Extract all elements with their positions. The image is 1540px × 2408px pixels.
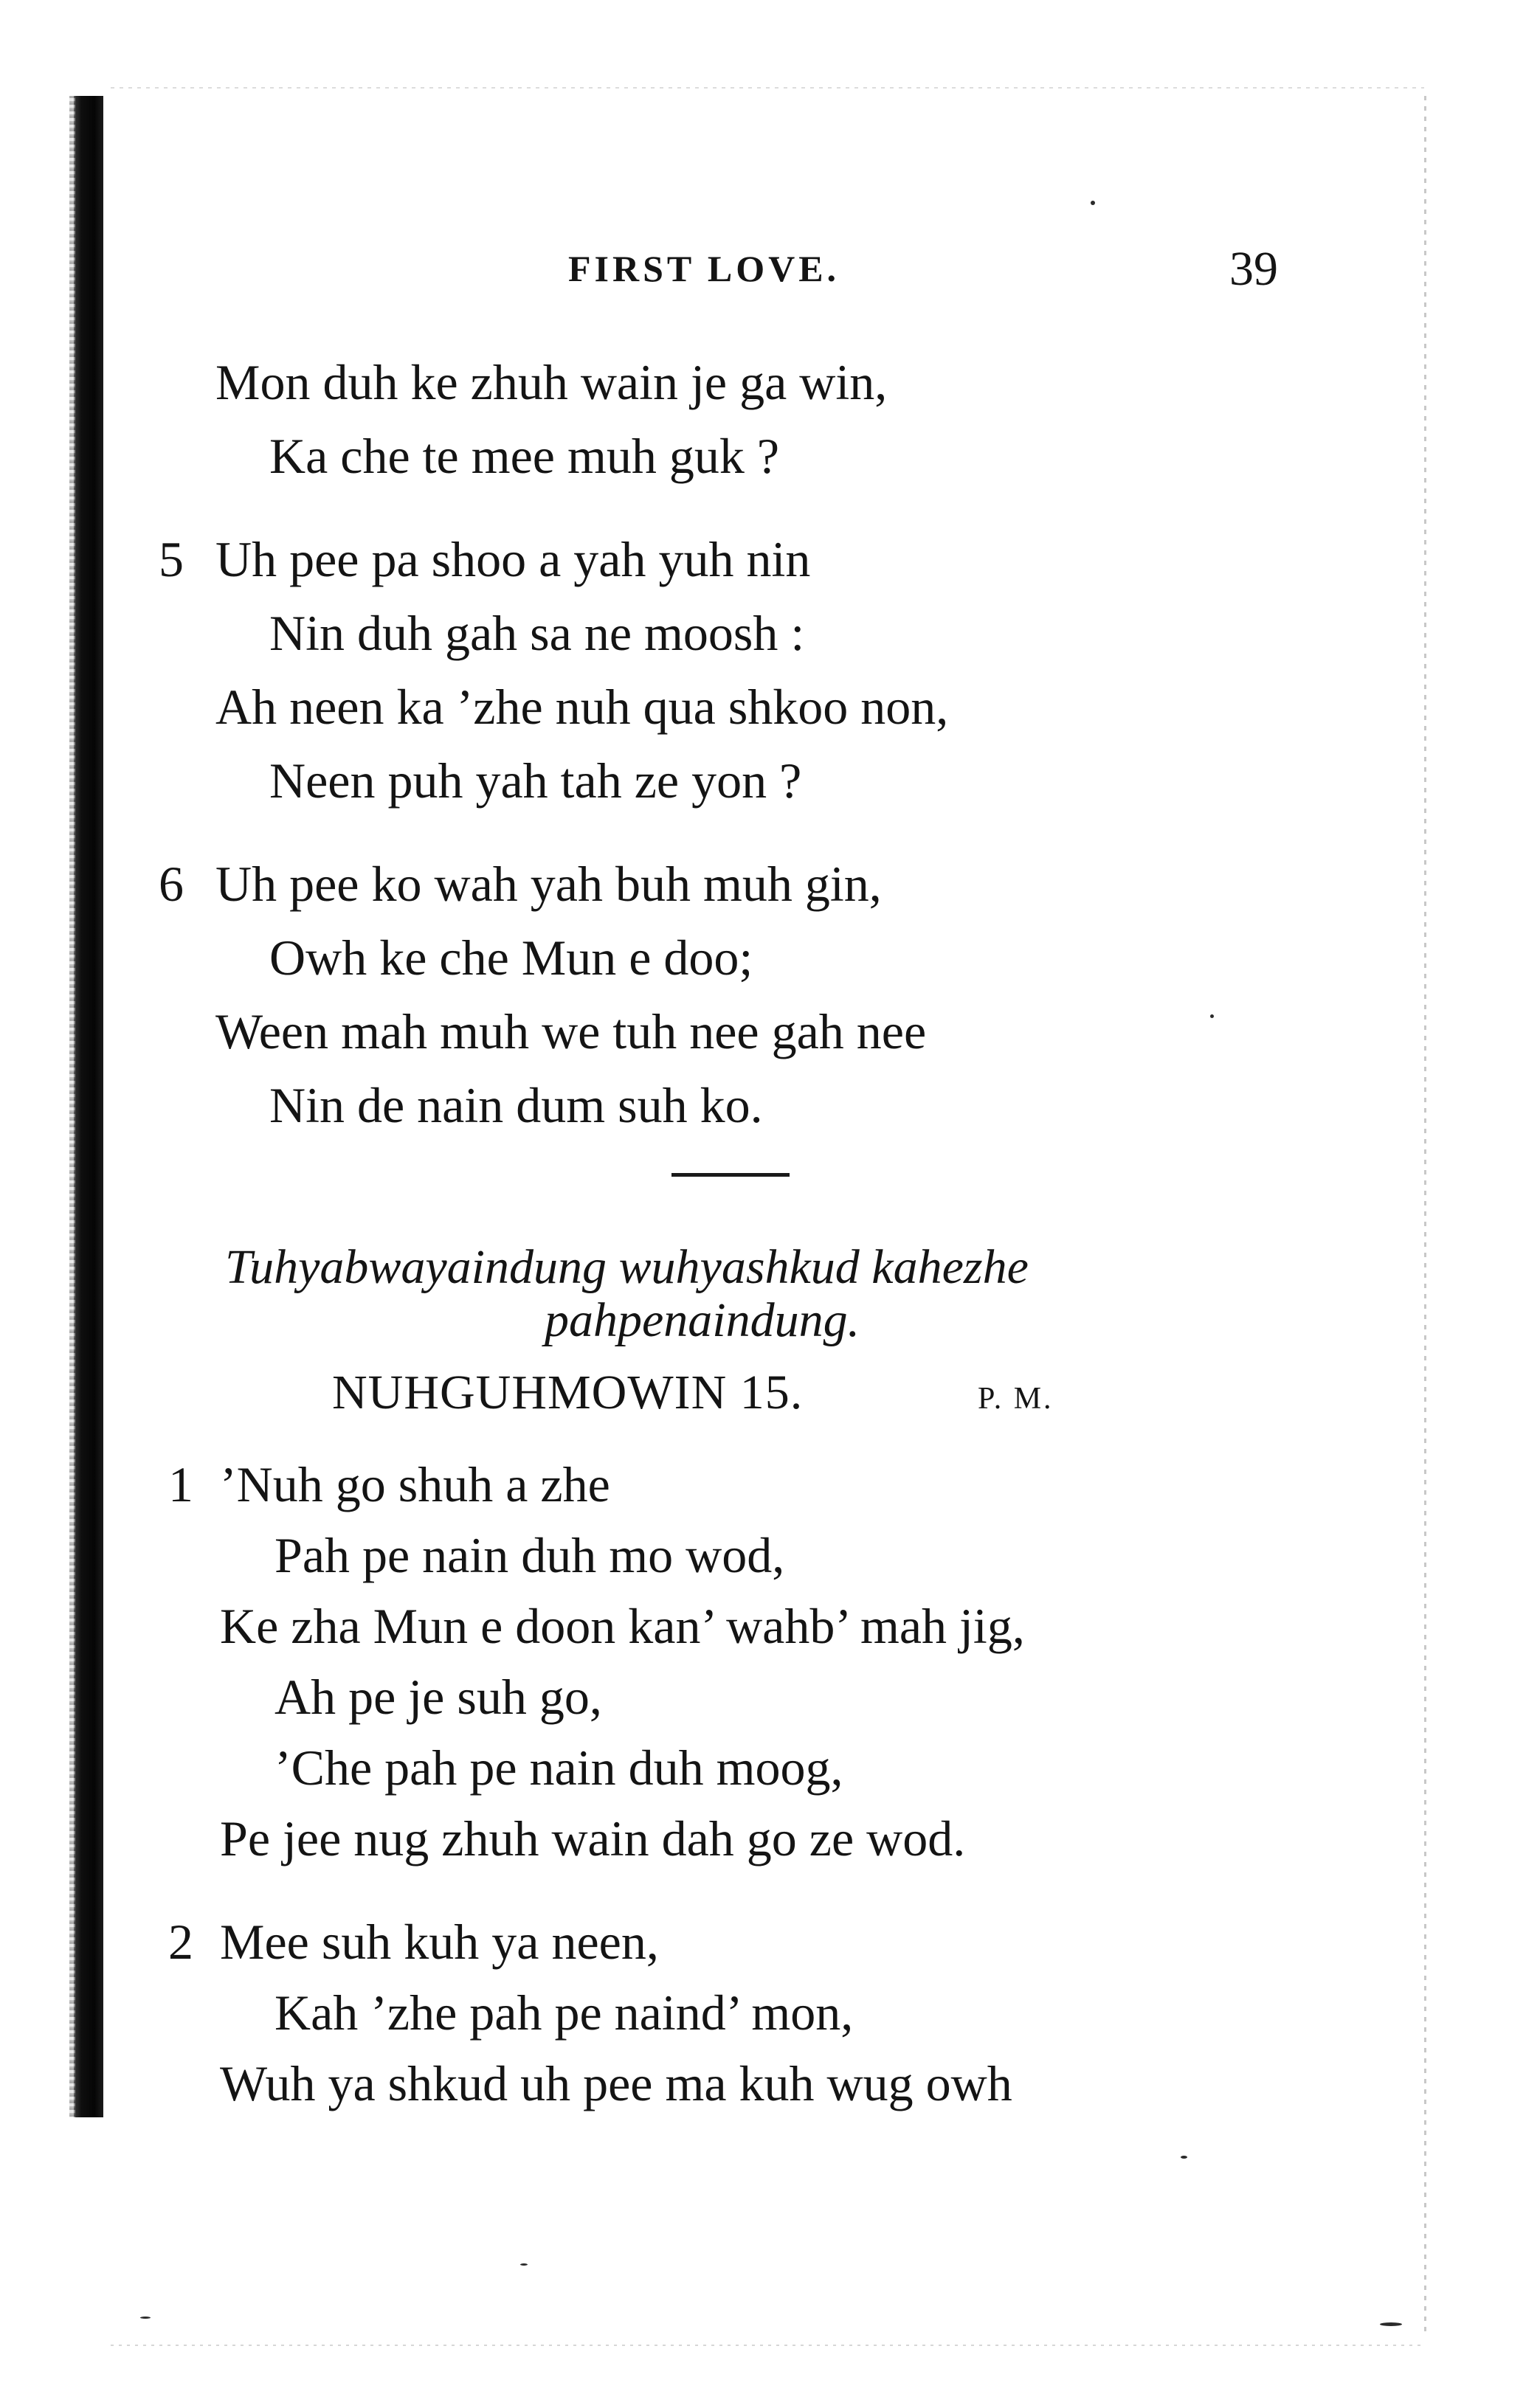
verse-line: Pah pe nain duh mo wod, <box>274 1527 785 1583</box>
ink-speck <box>1091 201 1095 205</box>
verse-line: Mon duh ke zhuh wain je ga win, <box>215 354 888 410</box>
verse-line: Uh pee ko wah yah buh muh gin, <box>215 856 882 912</box>
verse-number: 1 <box>168 1456 193 1512</box>
verse-line: Wuh ya shkud uh pee ma kuh wug owh <box>220 2055 1012 2111</box>
verse-number: 5 <box>159 531 184 587</box>
page-number: 39 <box>1229 242 1278 296</box>
section-divider <box>671 1173 790 1177</box>
book-binding-shadow <box>74 96 103 2117</box>
page-edge-bottom <box>111 2345 1424 2346</box>
verse-number: 2 <box>168 1914 193 1970</box>
verse-number: 6 <box>159 856 184 912</box>
hymn-meter: P. M. <box>978 1382 1054 1416</box>
page-edge-right <box>1424 96 1426 2331</box>
ink-speck <box>1210 1014 1214 1018</box>
verse-line: Ah pe je suh go, <box>274 1669 602 1725</box>
ink-speck <box>140 2317 151 2319</box>
verse-line: Nin de nain dum suh ko. <box>269 1077 763 1133</box>
verse-line: Ween mah muh we tuh nee gah nee <box>215 1003 927 1059</box>
verse-line: Mee suh kuh ya neen, <box>220 1914 659 1970</box>
ink-speck <box>1380 2322 1402 2326</box>
verse-line: ’Nuh go shuh a zhe <box>220 1456 610 1512</box>
verse-line: Kah ’zhe pah pe naind’ mon, <box>274 1985 854 2041</box>
verse-line: Uh pee pa shoo a yah yuh nin <box>215 531 811 587</box>
ink-speck <box>520 2263 528 2266</box>
verse-line: Ka che te mee muh guk ? <box>269 428 780 484</box>
page-edge-top <box>111 87 1424 89</box>
verse-line: Nin duh gah sa ne moosh : <box>269 605 805 661</box>
verse-line: Owh ke che Mun e doo; <box>269 930 753 986</box>
ink-speck <box>1181 2156 1187 2159</box>
page-header <box>0 242 1540 299</box>
verse-line: Ke zha Mun e doon kan’ wahb’ mah jig, <box>220 1598 1025 1654</box>
hymn-title: Tuhyabwayaindung wuhyashkud kahezhe <box>225 1240 1029 1294</box>
verse-line: ’Che pah pe nain duh moog, <box>274 1740 843 1796</box>
verse-line: Pe jee nug zhuh wain dah go ze wod. <box>220 1810 966 1866</box>
hymn-number: NUHGUHMOWIN 15. <box>332 1366 804 1419</box>
verse-line: Neen puh yah tah ze yon ? <box>269 752 802 809</box>
verse-line: Ah neen ka ’zhe nuh qua shkoo non, <box>215 679 949 735</box>
running-head: FIRST LOVE. <box>568 248 840 289</box>
hymn-title-continued: pahpenaindung. <box>545 1293 860 1347</box>
